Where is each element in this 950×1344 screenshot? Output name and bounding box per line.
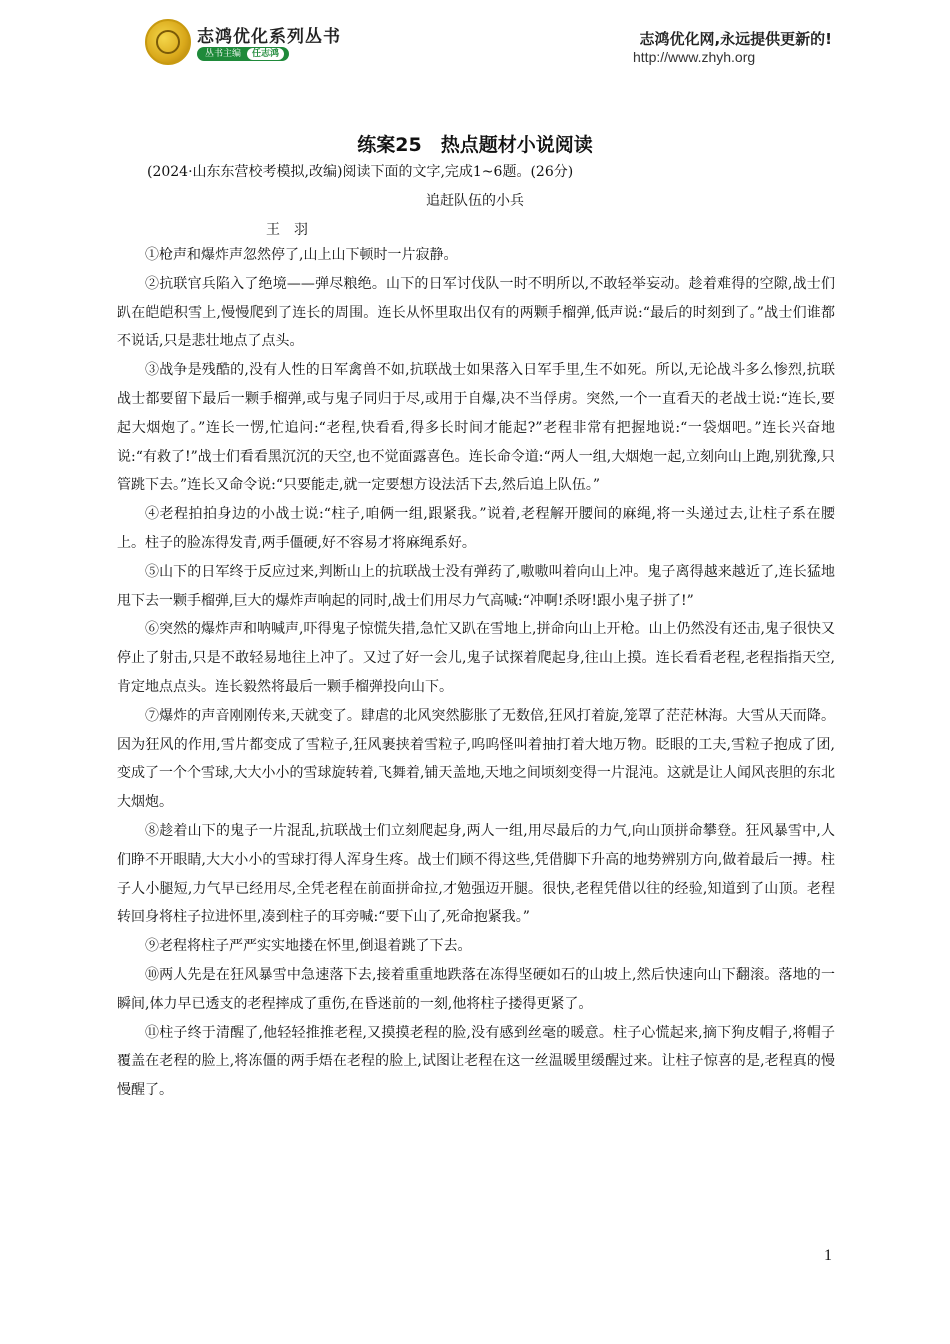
story-paragraph: ⑦爆炸的声音刚刚传来,天就变了。肆虐的北风突然膨胀了无数倍,狂风打着旋,笼罩了茫茫林海。大雪从天而降。因为狂风的作用,雪片都变成了雪粒子,狂风裹挟着雪粒子,呜呜怪叫着抽打着大地万物。眨眼的工夫,雪粒子抱成了团,变成了一个个雪球,大大小小的雪球旋转着,飞舞着,铺天盖地,天地之间顷刻变得一片混沌。这就是让人闻风丧胆的东北大烟炮。	[117, 707, 835, 811]
story-paragraph: ④老程拍拍身边的小战士说:“柱子,咱俩一组,跟紧我。”说着,老程解开腰间的麻绳,将一头递过去,让柱子系在腰上。柱子的脸冻得发青,两手僵硬,好不容易才将麻绳系好。	[117, 506, 835, 551]
story-paragraph: ⑤山下的日军终于反应过来,判断山上的抗联战士没有弹药了,嗷嗷叫着向山上冲。鬼子离得越来越近了,连长猛地甩下去一颗手榴弹,巨大的爆炸声响起的同时,战士们用尽力气高喊:“冲啊!杀呀!跟小鬼子拼了!”	[117, 563, 835, 609]
story-paragraph: ⑪柱子终于清醒了,他轻轻推推老程,又摸摸老程的脸,没有感到丝毫的暖意。柱子心慌起来,摘下狗皮帽子,将帽子覆盖在老程的脸上,将冻僵的两手焐在老程的脸上,试图让老程在这一丝温暖里缓醒过来。让柱子惊喜的是,老程真的慢慢醒了。	[117, 1024, 835, 1099]
page-title: 练案25 热点题材小说阅读	[357, 134, 593, 156]
page-header	[0, 0, 950, 82]
series-title: 志鸿优化系列丛书	[197, 27, 341, 47]
editor-name: 任志鸿	[247, 48, 284, 60]
story-paragraph: ②抗联官兵陷入了绝境——弹尽粮绝。山下的日军讨伐队一时不明所以,不敢轻举妄动。趁着难得的空隙,战士们趴在皑皑积雪上,慢慢爬到了连长的周围。连长从怀里取出仅有的两颗手榴弹,低声说:“最后的时刻到了。”战士们谁都不说话,只是悲壮地点了点头。	[117, 275, 835, 350]
instruction-text: (2024·山东东营校考模拟,改编)阅读下面的文字,完成1~6题。(26分)	[147, 164, 574, 180]
story-author: 王羽	[266, 222, 322, 238]
editor-label: 丛书主编	[205, 49, 242, 59]
header-url: http://www.zhyh.org	[633, 49, 756, 65]
page-number: 1	[824, 1247, 832, 1264]
story-title: 追赶队伍的小兵	[426, 193, 524, 209]
publisher-logo-icon	[145, 19, 191, 65]
story-paragraph: ①枪声和爆炸声忽然停了,山上山下顿时一片寂静。	[145, 247, 458, 263]
story-paragraph: ⑨老程将柱子严严实实地搂在怀里,倒退着跳了下去。	[145, 938, 472, 955]
story-paragraph: ⑩两人先是在狂风暴雪中急速落下去,接着重重地跌落在冻得坚硬如石的山坡上,然后快速向山下翻滚。落地的一瞬间,体力早已透支的老程摔成了重伤,在昏迷前的一刻,他将柱子搂得更紧了。	[117, 966, 835, 1012]
story-paragraph: ⑥突然的爆炸声和呐喊声,吓得鬼子惊慌失措,急忙又趴在雪地上,拼命向山上开枪。山上仍然没有还击,鬼子很快又停止了射击,只是不敢轻易地往上冲了。又过了好一会儿,鬼子试探着爬起身,往山上摸。连长看看老程,老程指指天空,肯定地点点头。连长毅然将最后一颗手榴弹投向山下。	[117, 621, 835, 695]
editor-badge	[197, 47, 289, 61]
story-paragraph: ③战争是残酷的,没有人性的日军禽兽不如,抗联战士如果落入日军手里,生不如死。所以,无论战斗多么惨烈,抗联战士都要留下最后一颗手榴弹,或与鬼子同归于尽,或用于自爆,决不当俘虏。突然,一个一直看天的老战士说:“连长,要起大烟炮了。”连长一愣,忙追问:“老程,快看看,得多长时间才能起?”老程非常有把握地说:“一袋烟吧。”连长兴奋地说:“有救了!”战士们看看黑沉沉的天空,也不觉面露喜色。连长命令道:“两人一组,大烟炮一起,立刻向山上跑,别犹豫,只管跳下去。”连长又命令说:“只要能走,就一定要想方设法活下去,然后追上队伍。”	[117, 362, 835, 494]
story-paragraph: ⑧趁着山下的鬼子一片混乱,抗联战士们立刻爬起身,两人一组,用尽最后的力气,向山顶拼命攀登。狂风暴雪中,人们睁不开眼睛,大大小小的雪球打得人浑身生疼。战士们顾不得这些,凭借脚下升高的地势辨别方向,做着最后一搏。柱子人小腿短,力气早已经用尽,全凭老程在前面拼命拉,才勉强迈开腿。很快,老程凭借以往的经验,知道到了山顶。老程转回身将柱子拉进怀里,凑到柱子的耳旁喊:“要下山了,死命抱紧我。”	[117, 822, 835, 926]
header-slogan: 志鸿优化网,永远提供更新的!	[639, 30, 832, 48]
story-body	[117, 241, 835, 1105]
